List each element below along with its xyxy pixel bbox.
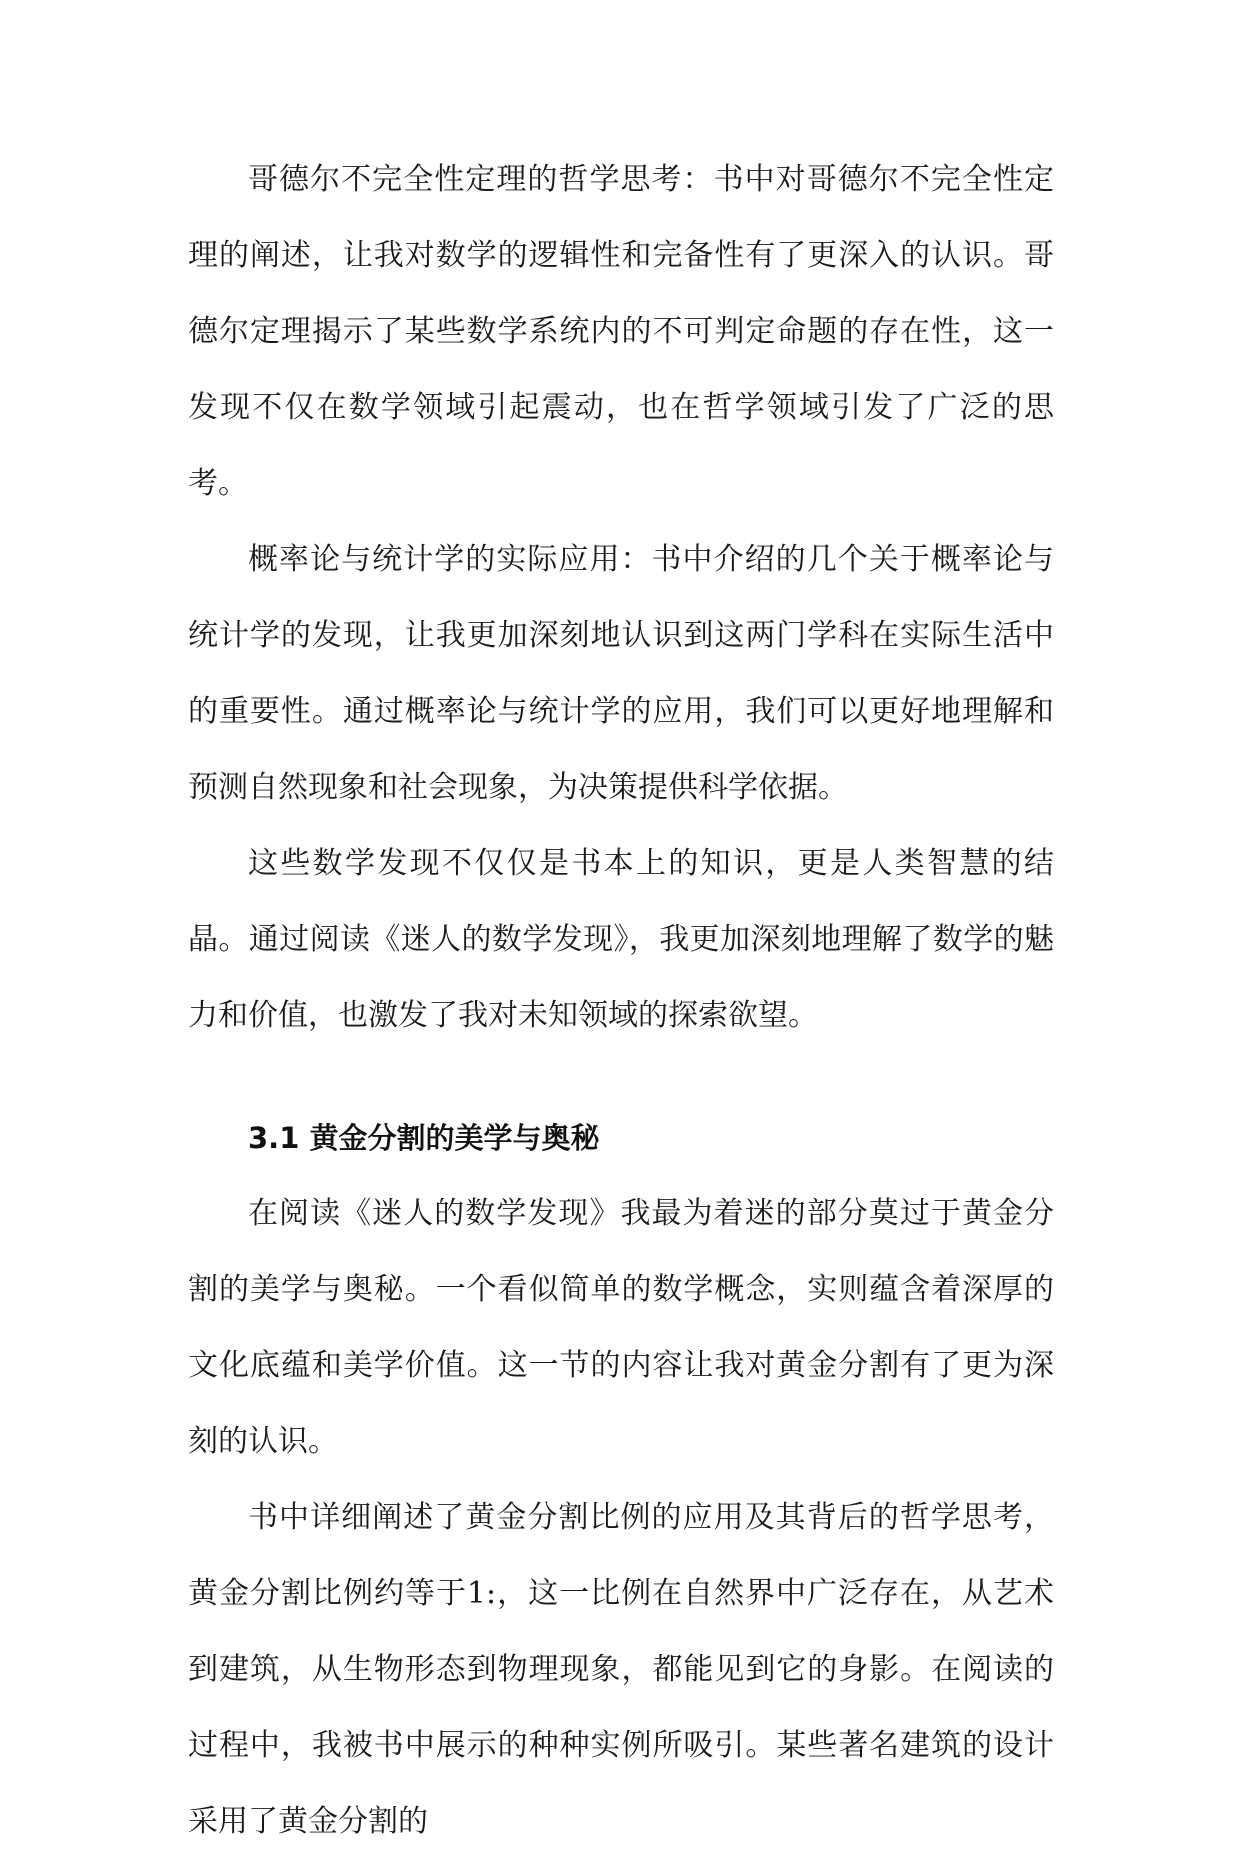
document-body — [188, 142, 1054, 1860]
paragraph-probability: 概率论与统计学的实际应用：书中介绍的几个关于概率论与统计学的发现，让我更加深刻地认识到这两门学科在实际生活中的重要性。通过概率论与统计学的应用，我们可以更好地理解和预测自然现象和社会现象，为决策提供科学依据。 — [188, 542, 1054, 805]
paragraph-summary: 这些数学发现不仅仅是书本上的知识，更是人类智慧的结晶。通过阅读《迷人的数学发现》，我更加深刻地理解了数学的魅力和价值，也激发了我对未知领域的探索欲望。 — [188, 846, 1054, 1033]
section-heading: 3.1 黄金分割的美学与奥秘 — [248, 1121, 600, 1155]
paragraph-godel: 哥德尔不完全性定理的哲学思考：书中对哥德尔不完全性定理的阐述，让我对数学的逻辑性和完备性有了更深入的认识。哥德尔定理揭示了某些数学系统内的不可判定命题的存在性，这一发现不仅在数学领域引起震动，也在哲学领域引发了广泛的思考。 — [188, 162, 1054, 501]
paragraph-golden-ratio-intro: 在阅读《迷人的数学发现》我最为着迷的部分莫过于黄金分割的美学与奥秘。一个看似简单的数学概念，实则蕴含着深厚的文化底蕴和美学价值。这一节的内容让我对黄金分割有了更为深刻的认识。 — [188, 1196, 1054, 1459]
paragraph-golden-ratio-detail: 书中详细阐述了黄金分割比例的应用及其背后的哲学思考，黄金分割比例约等于1:，这一比例在自然界中广泛存在，从艺术到建筑，从生物形态到物理现象，都能见到它的身影。在阅读的过程中，我被书中展示的种种实例所吸引。某些著名建筑的设计采用了黄金分割的 — [188, 1500, 1054, 1839]
